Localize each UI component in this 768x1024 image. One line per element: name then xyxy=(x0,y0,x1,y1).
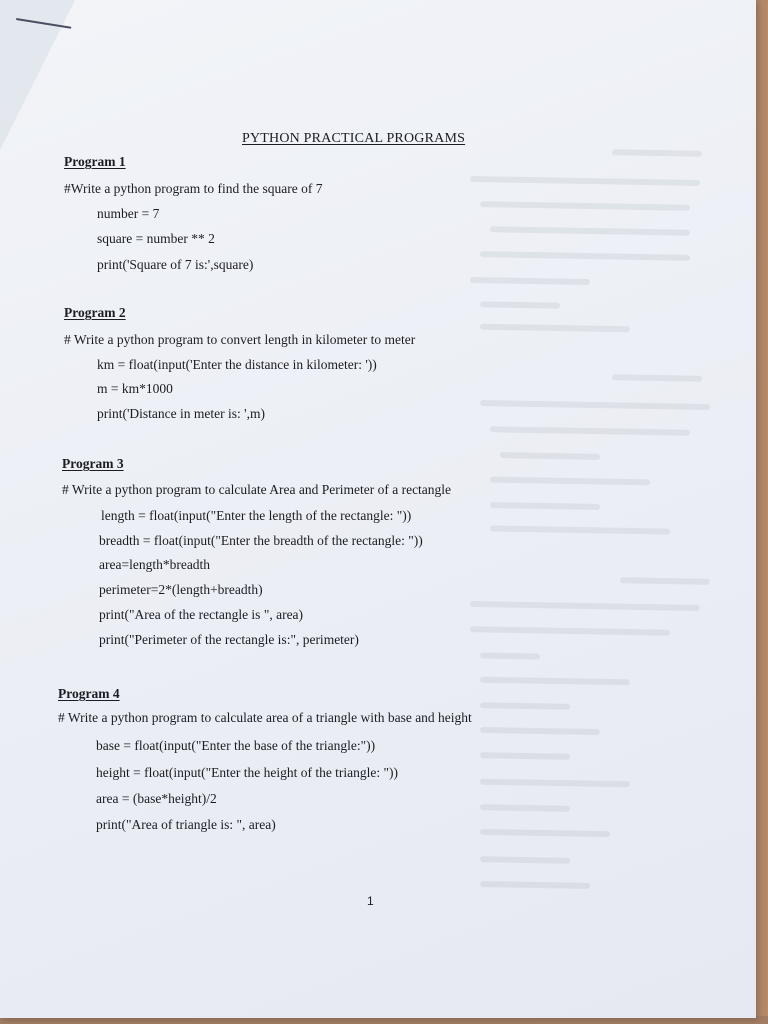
program-1-heading: Program 1 xyxy=(64,154,126,169)
code-line: height = float(input("Enter the height of the triangle: ")) xyxy=(96,765,399,780)
page-number: 1 xyxy=(367,894,374,908)
code-line: m = km*1000 xyxy=(97,381,173,396)
code-line: print('Square of 7 is:',square) xyxy=(97,257,254,272)
program-2-comment: # Write a python program to convert length in kilometer to meter xyxy=(64,332,416,347)
program-4-comment: # Write a python program to calculate area of a triangle with base and height xyxy=(58,710,472,725)
program-2-heading: Program 2 xyxy=(64,305,126,320)
code-line: km = float(input('Enter the distance in kilometer: ')) xyxy=(97,357,377,372)
code-line: number = 7 xyxy=(97,206,160,221)
program-3-heading: Program 3 xyxy=(62,456,124,471)
code-line: print("Perimeter of the rectangle is:", perimeter) xyxy=(99,632,359,647)
desk-surface-right xyxy=(754,0,768,1024)
code-line: print('Distance in meter is: ',m) xyxy=(97,406,265,421)
code-line: perimeter=2*(length+breadth) xyxy=(99,582,263,597)
program-4-heading: Program 4 xyxy=(58,686,120,701)
program-1-comment: #Write a python program to find the square of 7 xyxy=(64,181,323,196)
document-title: PYTHON PRACTICAL PROGRAMS xyxy=(242,131,466,146)
code-line: area = (base*height)/2 xyxy=(96,791,217,806)
code-line: print("Area of the rectangle is ", area) xyxy=(99,607,304,622)
code-line: area=length*breadth xyxy=(99,557,211,572)
code-line: length = float(input("Enter the length of the rectangle: ")) xyxy=(101,508,412,523)
code-line: square = number ** 2 xyxy=(97,231,215,246)
code-line: base = float(input("Enter the base of the triangle:")) xyxy=(96,738,376,753)
code-line: breadth = float(input("Enter the breadth of the rectangle: ")) xyxy=(99,533,423,548)
program-3-comment: # Write a python program to calculate Area and Perimeter of a rectangle xyxy=(62,482,452,497)
code-line: print("Area of triangle is: ", area) xyxy=(96,817,276,832)
